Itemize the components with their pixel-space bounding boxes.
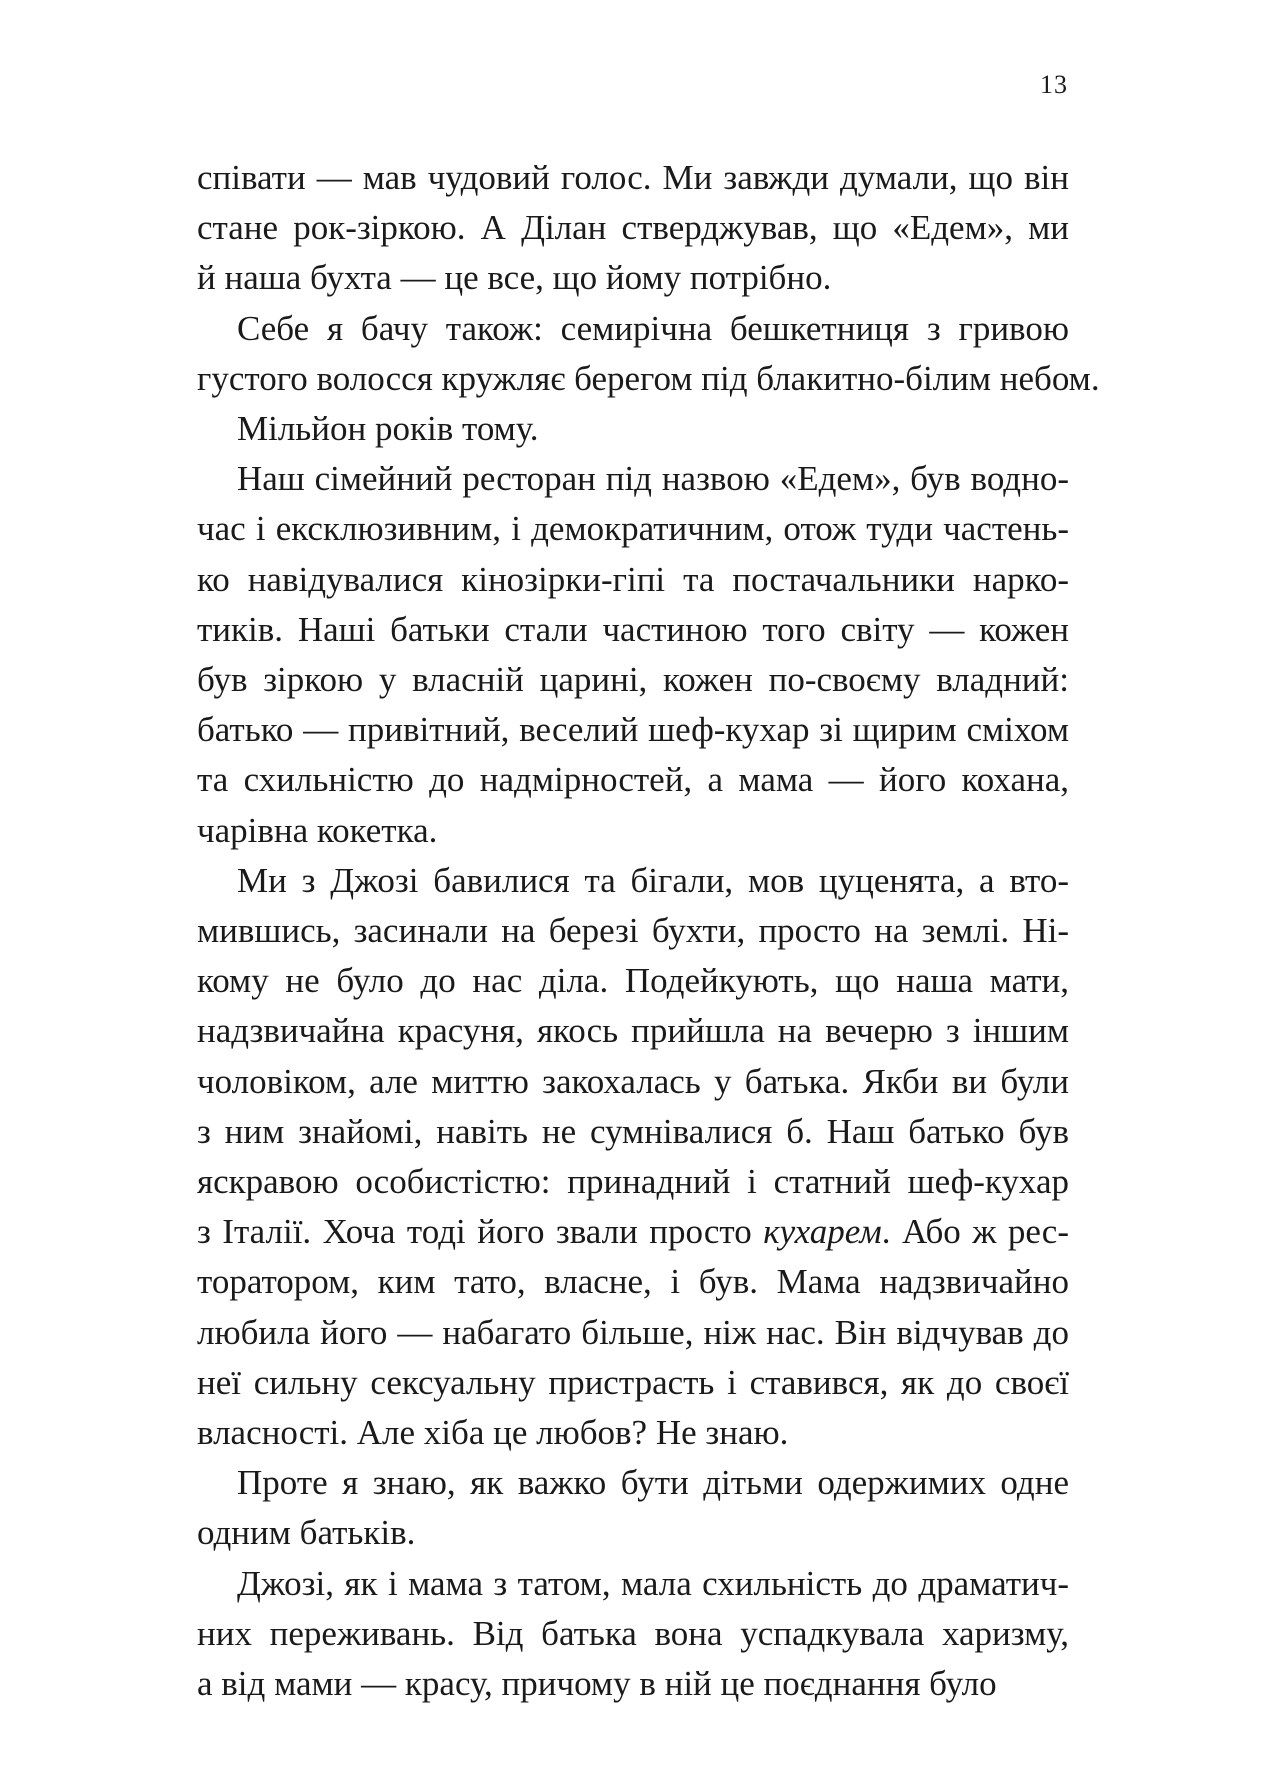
text-line: власності. Але хіба це любов? Не знаю.: [197, 1413, 789, 1453]
text-line: а від мами — красу, причому в ній це поєднання було: [197, 1664, 997, 1704]
text-line: густого волосся кружляє берегом під блакитно-білим небом.: [197, 358, 1100, 398]
text-line: Джозі, як і мама з татом, мала схильність до драматич-: [237, 1563, 1069, 1603]
text-line: любила його — набагато більше, ніж нас. Він відчував до: [197, 1312, 1069, 1352]
text-line: з Італії. Хоча тоді його звали просто кухарем. Або ж рес-: [197, 1212, 1069, 1252]
text-line: батько — привітний, веселий шеф-кухар зі щирим сміхом: [197, 710, 1069, 750]
text-line: них переживань. Від батька вона успадкувала харизму,: [197, 1613, 1069, 1653]
page-number: 13: [1040, 70, 1068, 99]
paragraph: [157, 304, 1100, 404]
paragraph: [157, 454, 1069, 856]
text-line: стане рок-зіркою. А Ділан стверджував, що «Едем», ми: [197, 208, 1069, 248]
paragraph: [157, 404, 1069, 454]
text-line: та схильністю до надмірностей, а мама — його кохана,: [197, 760, 1069, 800]
text-line: яскравою особистістю: принадний і статний шеф-кухар: [197, 1162, 1069, 1202]
text-line: неї сильну сексуальну пристрасть і ставився, як до своєї: [197, 1362, 1069, 1402]
text-line: мившись, засинали на березі бухти, просто на землі. Ні-: [197, 911, 1069, 951]
text-line: чоловіком, але миттю закохалась у батька. Якби ви були: [197, 1061, 1069, 1101]
paragraph: [157, 856, 1069, 1458]
text-line: ко навідувалися кінозірки-гіпі та постачальники нарко-: [197, 559, 1069, 599]
paragraph: [157, 153, 1069, 304]
body-text: [157, 153, 1100, 1709]
text-line: одним батьків.: [197, 1513, 416, 1553]
text-line: Себе я бачу також: семирічна бешкетниця з гривою: [237, 308, 1069, 348]
text-line: з ним знайомі, навіть не сумнівалися б. Наш батько був: [197, 1111, 1069, 1151]
text-line: тиків. Наші батьки стали частиною того світу — кожен: [197, 609, 1069, 649]
text-line: Ми з Джозі бавилися та бігали, мов цуценята, а вто-: [237, 860, 1069, 900]
text-line: був зіркою у власній царині, кожен по-своєму владний:: [197, 660, 1069, 700]
text-line: кому не було до нас діла. Подейкують, що наша мати,: [197, 961, 1069, 1001]
text-line: Мільйон років тому.: [237, 409, 539, 449]
text-line: час і ексклюзивним, і демократичним, отож туди частень-: [197, 509, 1069, 549]
text-line: торатором, ким тато, власне, і був. Мама надзвичайно: [197, 1262, 1069, 1302]
paragraph: [157, 1559, 1069, 1710]
paragraph: [157, 1458, 1069, 1558]
text-line: Проте я знаю, як важко бути дітьми одержимих одне: [237, 1463, 1069, 1503]
text-line: Наш сімейний ресторан під назвою «Едем», був водно-: [237, 459, 1069, 499]
text-line: й наша бухта — це все, що йому потрібно.: [197, 258, 832, 298]
text-line: співати — мав чудовий голос. Ми завжди думали, що він: [197, 158, 1069, 197]
text-line: надзвичайна красуня, якось прийшла на вечерю з іншим: [197, 1011, 1069, 1051]
text-line: чарівна кокетка.: [197, 810, 438, 850]
